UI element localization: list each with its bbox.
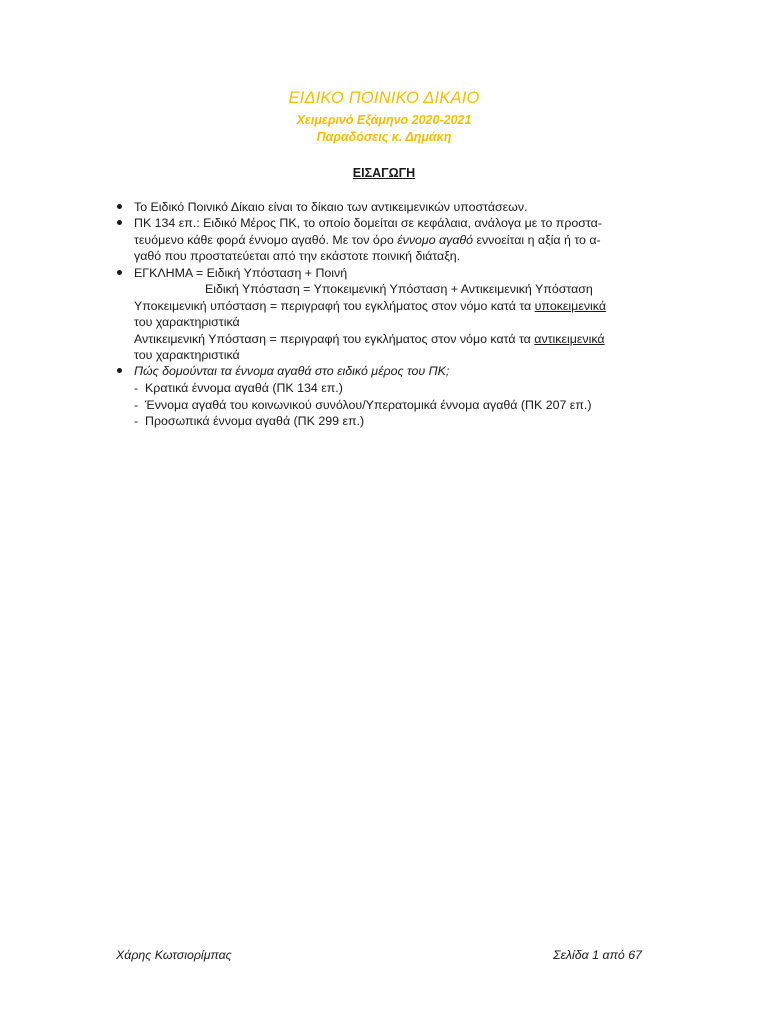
text-run: εννοείται η αξία ή το α- xyxy=(473,233,601,247)
italic-term: έννομο αγαθό xyxy=(397,233,473,247)
footer-author: Χάρης Κωτσιορίμπας xyxy=(116,948,232,962)
bullet-icon xyxy=(117,270,122,275)
dash-marker: - xyxy=(134,414,139,428)
list-item: Έννομα αγαθά του κοινωνικού συνόλου/Υπερατομικά έννομα αγαθά (ΠΚ 207 επ.) xyxy=(145,398,592,412)
footer-page-number: Σελίδα 1 από 67 xyxy=(553,948,642,962)
paragraph-line: γαθό που προστατεύεται από την εκάστοτε ποινική διάταξη. xyxy=(134,249,461,263)
list-item: Κρατικά έννομα αγαθά (ΠΚ 134 επ.) xyxy=(145,381,343,395)
lecturer-subtitle: Παραδόσεις κ. Δημάκη xyxy=(316,130,452,144)
dash-marker: - xyxy=(134,381,139,395)
paragraph-line: ΠΚ 134 επ.: Ειδικό Μέρος ΠΚ, το οποίο δομείται σε κεφάλαια, ανάλογα με το προστα- xyxy=(134,216,602,230)
paragraph-line: Πώς δομούνται τα έννομα αγαθά στο ειδικό μέρος του ΠΚ; xyxy=(134,364,450,378)
underlined-term: αντικειμενικά xyxy=(534,332,605,346)
text-run: τευόμενο κάθε φορά έννομο αγαθό. Με τον όρο xyxy=(134,233,398,247)
paragraph-line xyxy=(134,298,606,314)
bullet-icon xyxy=(117,220,122,225)
paragraph-line: του χαρακτηριστικά xyxy=(134,348,240,362)
paragraph-line: ΕΓΚΛΗΜΑ = Ειδική Υπόσταση + Ποινή xyxy=(134,266,348,280)
paragraph-line xyxy=(134,232,601,248)
text-run: Αντικειμενική Υπόσταση = περιγραφή του εγκλήματος στον νόμο κατά τα xyxy=(134,332,535,346)
paragraph-line: Το Ειδικό Ποινικό Δίκαιο είναι το δίκαιο των αντικειμενικών υποστάσεων. xyxy=(134,200,528,214)
semester-subtitle: Χειμερινό Εξάμηνο 2020-2021 xyxy=(296,113,472,127)
section-heading: ΕΙΣΑΓΩΓΗ xyxy=(352,166,416,180)
paragraph-line: Ειδική Υπόσταση = Υποκειμενική Υπόσταση + Αντικειμενική Υπόσταση xyxy=(205,282,593,296)
underlined-term: υποκειμενικά xyxy=(534,299,607,313)
paragraph-line xyxy=(134,331,605,347)
dash-marker: - xyxy=(134,398,139,412)
bullet-icon xyxy=(117,204,122,209)
bullet-icon xyxy=(117,368,122,373)
document-title: ΕΙΔΙΚΟ ΠΟΙΝΙΚΟ ΔΙΚΑΙΟ xyxy=(288,89,480,107)
list-item: Προσωπικά έννομα αγαθά (ΠΚ 299 επ.) xyxy=(145,414,365,428)
paragraph-line: του χαρακτηριστικά xyxy=(134,315,240,329)
text-run: Υποκειμενική υπόσταση = περιγραφή του εγκλήματος στον νόμο κατά τα xyxy=(134,299,535,313)
